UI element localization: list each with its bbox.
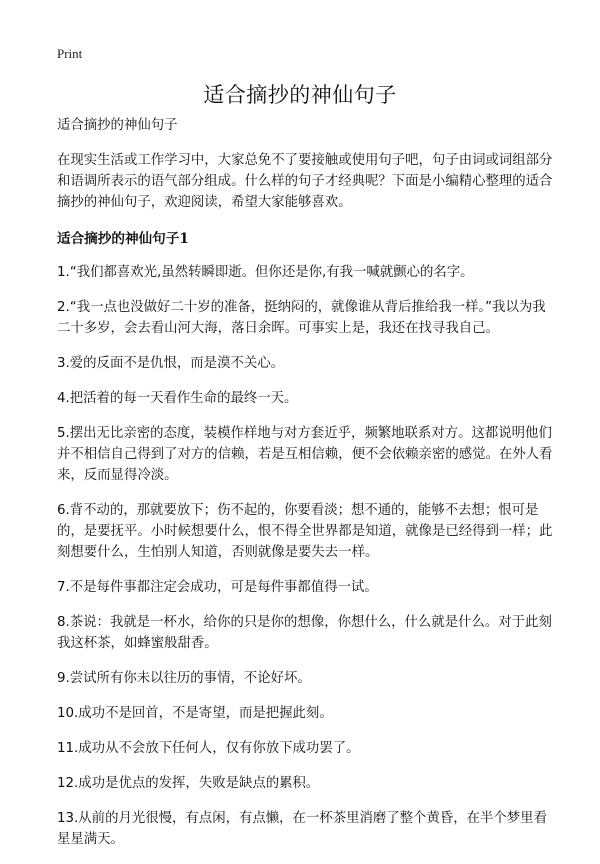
sentence-item: 9.尝试所有你未以往历的事情，不论好坏。 [57, 671, 311, 686]
print-link[interactable]: Print [57, 46, 83, 61]
sentence-item: 11.成功从不会放下任何人，仅有你放下成功罢了。 [57, 741, 360, 756]
sentence-item: 1.“我们都喜欢光,虽然转瞬即逝。但你还是你,有我一喊就颤心的名字。 [57, 265, 474, 280]
article-subtitle: 适合摘抄的神仙句子 [57, 118, 178, 133]
sentence-item: 7.不是每件事都注定会成功，可是每件事都值得一试。 [57, 580, 378, 595]
section-heading: 适合摘抄的神仙句子1 [57, 231, 189, 247]
sentence-item: 3.爱的反面不是仇恨，而是漠不关心。 [57, 356, 285, 371]
sentence-item: 4.把活着的每一天看作生命的最终一天。 [57, 391, 298, 406]
sentence-item: 12.成功是优点的发挥，失败是缺点的累积。 [57, 776, 320, 791]
article-body [57, 115, 557, 864]
sentence-item: 8.茶说：我就是一杯水，给你的只是你的想像，你想什么，什么就是什么。对于此刻我这杯茶，如蜂蜜般甜香。 [57, 615, 552, 651]
sentence-item: 2.“我一点也没做好二十岁的准备，挺纳闷的，就像谁从背后推给我一样。”我以为我二十多岁，会去看山河大海，落日余晖。可事实上是，我还在找寻我自己。 [57, 300, 546, 336]
sentence-item: 13.从前的月光很慢，有点闲，有点懒，在一杯茶里消磨了整个黄昏，在半个梦里看星星满天。 [57, 811, 547, 847]
sentence-item: 5.摆出无比亲密的态度，装模作样地与对方套近乎，频繁地联系对方。这都说明他们并不相信自己得到了对方的信赖，若是互相信赖，便不会依赖亲密的感觉。在外人看来，反而显得冷淡。 [57, 426, 553, 483]
sentence-item: 10.成功不是回首，不是寄望，而是把握此刻。 [57, 706, 333, 721]
page-title: 适合摘抄的神仙句子 [203, 83, 397, 107]
intro-paragraph: 在现实生活或工作学习中，大家总免不了要接触或使用句子吧，句子由词或词组部分和语调所表示的语气部分组成。什么样的句子才经典呢？下面是小编精心整理的适合摘抄的神仙句子，欢迎阅读，希望大家能够喜欢。 [57, 153, 553, 210]
sentence-item: 6.背不动的，那就要放下；伤不起的，你要看淡；想不通的，能够不去想；恨可是的，是要抚平。小时候想要什么，恨不得全世界都是知道，就像是已经得到一样；此刻想要什么，生怕别人知道，否则就像是要失去一样。 [57, 503, 553, 560]
